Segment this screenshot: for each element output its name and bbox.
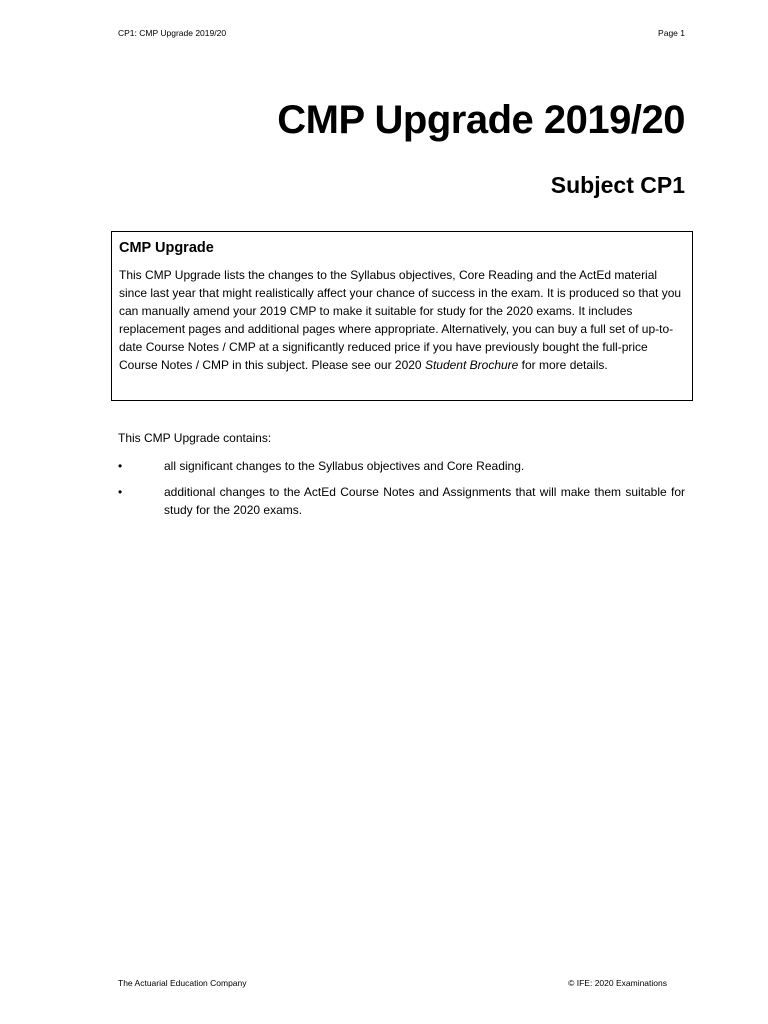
info-box-text-main: This CMP Upgrade lists the changes to the Syllabus objectives, Core Reading and the ActEd material since last year that might realistically affect your chance of success in the exam. It is produced so that you can manually amend your 2019 CMP to make it suitable for study for the 2020 exams. It includes replacement pages and additional pages where appropriate. Alternatively, you can buy a full set of up-to-date Course Notes / CMP at a significantly reduced price if you have previously bought the full-price Course Notes / CMP in this subject. Please see our 2020	[119, 268, 682, 372]
header-doc-title: CP1: CMP Upgrade 2019/20	[118, 28, 227, 38]
list-item	[118, 457, 685, 475]
info-box-text	[119, 266, 685, 374]
list-item-text: all significant changes to the Syllabus objectives and Core Reading.	[164, 459, 525, 473]
contents-list	[118, 457, 685, 527]
contents-intro: This CMP Upgrade contains:	[118, 431, 272, 445]
footer-copyright: © IFE: 2020 Examinations	[568, 978, 667, 988]
page-subtitle: Subject CP1	[550, 172, 685, 198]
info-box-heading: CMP Upgrade	[119, 240, 214, 256]
bullet-icon: •	[118, 485, 123, 499]
list-item-text: additional changes to the ActEd Course Notes and Assignments that will make them suitable for study for the 2020 exams.	[164, 485, 685, 517]
footer-company: The Actuarial Education Company	[118, 978, 247, 988]
info-box-text-italic: Student Brochure	[424, 358, 519, 372]
list-item	[118, 483, 685, 519]
bullet-icon: •	[118, 459, 123, 473]
page-title: CMP Upgrade 2019/20	[277, 98, 685, 142]
info-box-text-end: for more details.	[518, 358, 608, 372]
header-page-number: Page 1	[658, 28, 685, 38]
info-box	[111, 231, 693, 401]
